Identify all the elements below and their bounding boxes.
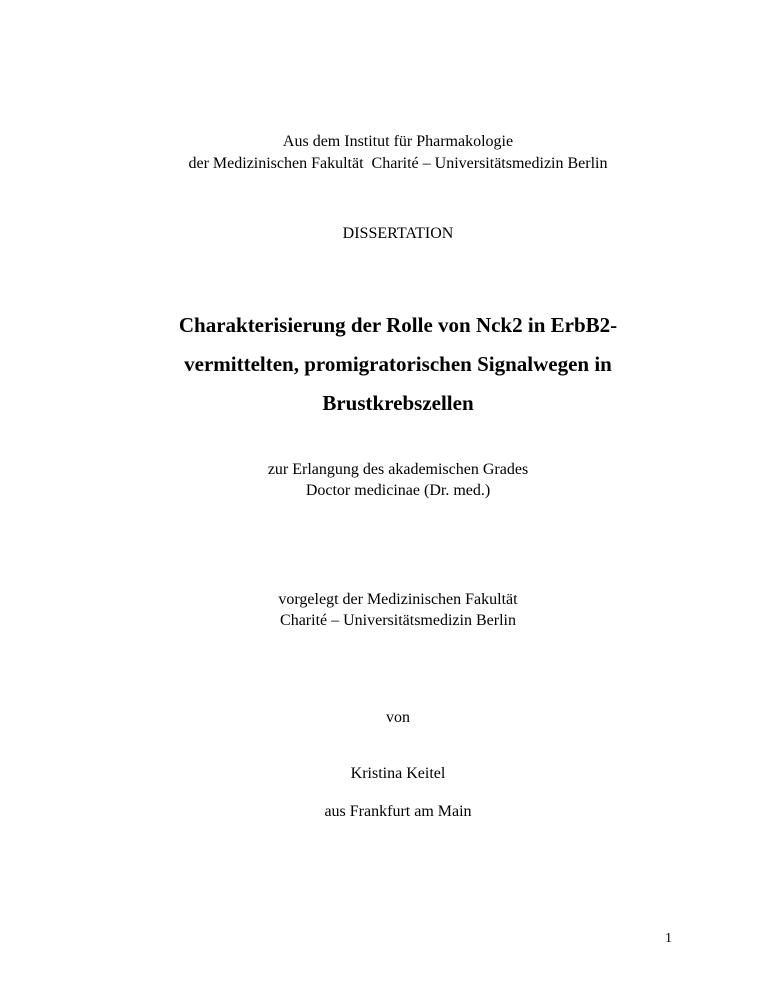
degree-line-2: Doctor medicinae (Dr. med.) — [305, 482, 491, 499]
degree-line-1: zur Erlangung des akademischen Grades — [267, 461, 529, 478]
submitted-line-1: vorgelegt der Medizinischen Fakultät — [278, 591, 518, 608]
submitted-line-2: Charité – Universitätsmedizin Berlin — [280, 612, 516, 629]
page-content — [114, 0, 682, 994]
institute-affiliation — [114, 131, 682, 175]
degree-statement — [114, 459, 682, 501]
title-line-1: Charakterisierung der Rolle von Nck2 in ErbB2- — [178, 313, 618, 337]
author-origin: aus Frankfurt am Main — [324, 803, 472, 820]
dissertation-label: DISSERTATION — [342, 225, 454, 242]
institute-line: Aus dem Institut für Pharmakologie — [282, 133, 514, 150]
dissertation-title — [114, 306, 682, 423]
by-label: von — [386, 709, 410, 726]
title-line-3: Brustkrebszellen — [322, 391, 474, 415]
submission-statement — [114, 589, 682, 631]
faculty-line: der Medizinischen Fakultät Charité – Universitätsmedizin Berlin — [188, 155, 608, 172]
page-number: 1 — [665, 931, 672, 946]
title-line-2: vermittelten, promigratorischen Signalwegen in — [184, 352, 612, 376]
author-name: Kristina Keitel — [350, 765, 446, 782]
